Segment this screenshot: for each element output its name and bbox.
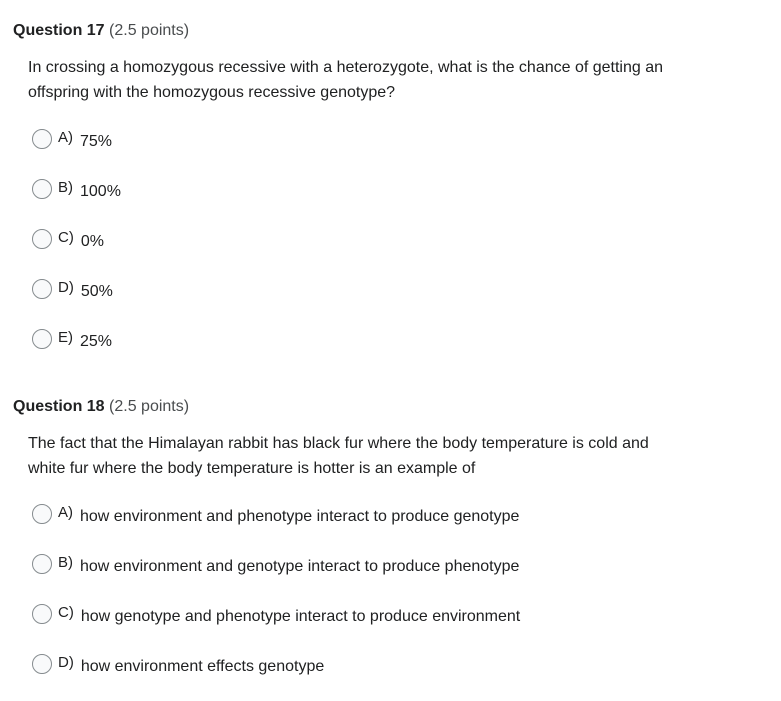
radio-button[interactable] — [32, 279, 52, 299]
radio-button[interactable] — [32, 654, 52, 674]
question-17 — [13, 21, 753, 350]
radio-button[interactable] — [32, 179, 52, 199]
choice-letter: C) — [58, 603, 74, 621]
choice-c[interactable] — [32, 602, 520, 626]
question-text: In crossing a homozygous recessive with a heterozygote, what is the chance of getting an offspring with the homozygous recessive genotype? — [28, 59, 664, 101]
choice-letter: B) — [58, 553, 73, 571]
choice-letter: E) — [58, 328, 73, 346]
choice-e[interactable] — [32, 327, 112, 351]
radio-button[interactable] — [32, 604, 52, 624]
choice-letter: A) — [58, 503, 73, 521]
radio-button[interactable] — [32, 329, 52, 349]
choice-letter: D) — [58, 278, 74, 296]
choice-b[interactable] — [32, 177, 121, 201]
choice-letter: B) — [58, 178, 73, 196]
choice-letter: D) — [58, 653, 74, 671]
question-header — [13, 397, 753, 417]
choice-text: 50% — [80, 283, 113, 300]
question-points: (2.5 points) — [109, 22, 190, 39]
question-text: The fact that the Himalayan rabbit has black fur where the body temperature is cold and white fur where the body temperature is hotter is an example of — [28, 435, 649, 477]
choice-text: how environment and genotype interact to produce phenotype — [80, 558, 520, 575]
question-18 — [13, 397, 753, 675]
choice-a[interactable] — [32, 502, 519, 526]
choice-a[interactable] — [32, 127, 112, 151]
choice-c[interactable] — [32, 227, 104, 251]
radio-button[interactable] — [32, 504, 52, 524]
radio-button[interactable] — [32, 554, 52, 574]
question-header — [13, 21, 753, 41]
radio-button[interactable] — [32, 229, 52, 249]
choice-b[interactable] — [32, 552, 519, 576]
question-number: Question 18 — [13, 398, 105, 415]
choice-letter: C) — [58, 228, 74, 246]
question-number: Question 17 — [13, 22, 105, 39]
choice-d[interactable] — [32, 652, 324, 676]
choice-text: how genotype and phenotype interact to produce environment — [80, 608, 521, 625]
choice-text: how environment effects genotype — [80, 658, 325, 675]
choice-text: 100% — [80, 183, 121, 200]
choice-text: 0% — [80, 233, 104, 250]
choice-d[interactable] — [32, 277, 113, 301]
choice-text: 75% — [80, 133, 113, 150]
choice-text: 25% — [80, 333, 113, 350]
question-points: (2.5 points) — [109, 398, 190, 415]
choice-text: how environment and phenotype interact to produce genotype — [80, 508, 520, 525]
choice-letter: A) — [58, 128, 73, 146]
radio-button[interactable] — [32, 129, 52, 149]
